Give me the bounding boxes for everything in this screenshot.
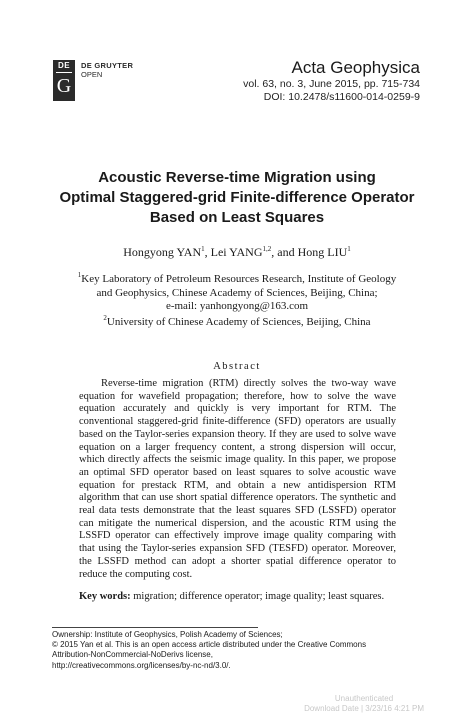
author-separator: , (204, 245, 211, 259)
license-link[interactable]: http://creativecommons.org/licenses/by-nc-nd/3.0/. (52, 660, 231, 670)
author-affiliation-mark: 1 (347, 245, 351, 253)
title-line: Optimal Staggered-grid Finite-difference Operator (59, 189, 415, 206)
degruyter-logo (53, 60, 75, 101)
publisher-imprint: OPEN (81, 70, 103, 79)
journal-volume: vol. 63, no. 3, June 2015, pp. 715-734 (243, 78, 420, 90)
logo-bottom-letter: G (56, 75, 72, 97)
affiliation-1 (40, 273, 434, 314)
footnote-rule (52, 627, 258, 628)
footnote (52, 630, 432, 671)
journal-header (243, 58, 420, 103)
affiliation-line: Key Laboratory of Petroleum Resources Research, Institute of Geology (81, 273, 397, 285)
download-watermark (304, 694, 424, 714)
logo-top-letters: DE (57, 61, 71, 70)
affiliation-email[interactable]: e-mail: yanhongyong@163.com (165, 300, 309, 312)
publisher-label: DE GRUYTER (81, 61, 134, 70)
footnote-line: Ownership: Institute of Geophysics, Polish Academy of Sciences; (52, 630, 283, 639)
publisher-name (81, 61, 133, 79)
title-line: Acoustic Reverse-time Migration using (98, 169, 376, 186)
author-name: Hong LIU (297, 245, 348, 259)
title-line: Based on Least Squares (149, 209, 325, 226)
affiliation-2 (40, 316, 434, 330)
affiliation-mark: 1 (77, 271, 82, 279)
author-separator: , and (271, 245, 298, 259)
footnote-line: Attribution-NonCommercial-NoDerivs license, (52, 650, 213, 660)
watermark-line: Download Date | 3/23/16 4:21 PM (304, 704, 424, 713)
author-affiliation-mark: 1,2 (262, 245, 272, 253)
journal-doi[interactable]: DOI: 10.2478/s11600-014-0259-9 (263, 90, 420, 103)
abstract-text: Reverse-time migration (RTM) directly solves the two-way wave equation for wavefield propagation; therefore, how to solve the wave equation accurately and quickly is very important for RTM. The conventional staggered-grid finite-difference (SFD) operators are usually based on the Taylor-series expansion theory. If they are used to solve wave equation on a larger frequency content, a strong dispersion will occur, which directly affects the seismic image quality. In this paper, we propose an optimal SFD operator based on least squares to solve acoustic wave equation for prestack RTM, and obtain a new antidispersion RTM algorithm that can use short spatial difference operators. The synthetic and real data tests demonstrate that the least squares SFD (LSSFD) operator can mitigate the numerical dispersion, and the acoustic RTM using the LSSFD operator can effectively improve image quality comparing with that using the Taylor-series expansion SFD (TESFD) operator. Moreover, the LSSFD method can adopt a shorter spatial difference operator to reduce the computing cost. (79, 378, 396, 580)
abstract-heading: Abstract (213, 361, 261, 372)
paper-title (40, 168, 434, 228)
keywords (79, 590, 396, 603)
abstract-body (79, 378, 396, 581)
author-affiliation-mark: 1 (201, 245, 205, 253)
journal-name: Acta Geophysica (291, 58, 420, 77)
watermark-line: Unauthenticated (334, 694, 394, 703)
keywords-text: migration; difference operator; image quality; least squares. (133, 591, 385, 602)
affiliation-line: University of Chinese Academy of Sciences, Beijing, China (106, 316, 371, 328)
author-list (40, 245, 434, 260)
logo-divider (56, 72, 72, 73)
keywords-label: Key words: (79, 591, 131, 602)
affiliation-line: and Geophysics, Chinese Academy of Sciences, Beijing, China; (96, 286, 378, 299)
author-name: Hongyong YAN (123, 245, 202, 259)
author-name: Lei YANG (210, 245, 263, 259)
affiliation-mark: 2 (103, 314, 107, 322)
footnote-line: © 2015 Yan et al. This is an open access article distributed under the Creative Commons (52, 640, 367, 650)
